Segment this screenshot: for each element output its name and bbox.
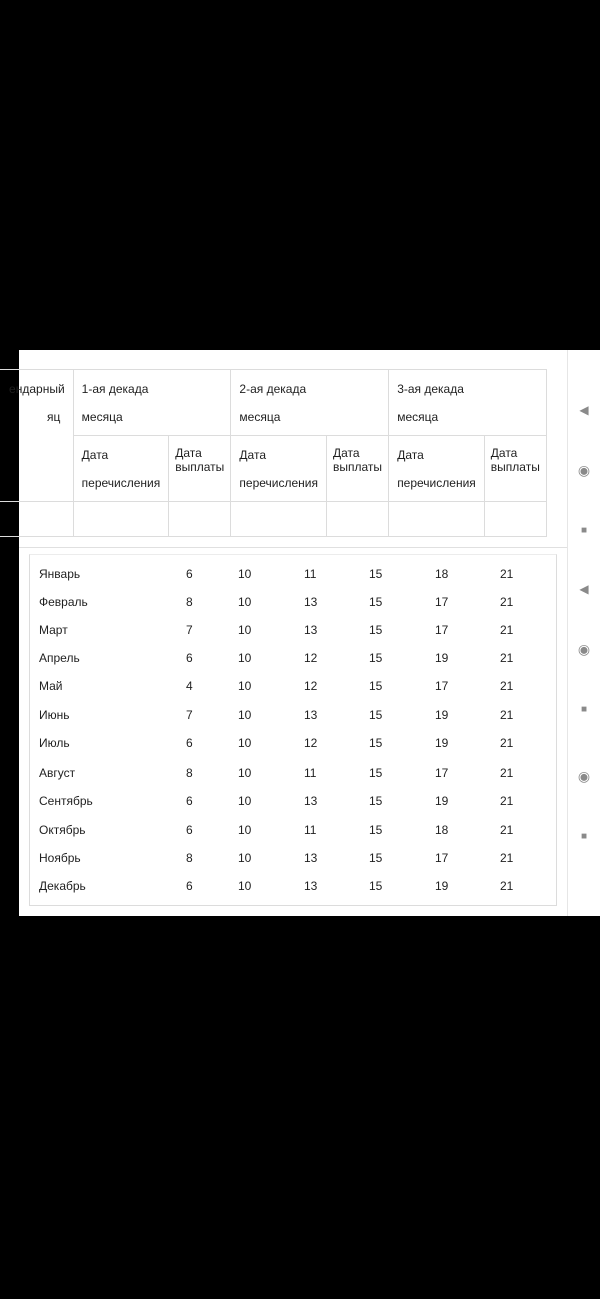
day-value: 10: [238, 708, 252, 722]
day-value: 21: [500, 679, 514, 693]
day-value: 15: [369, 567, 383, 581]
day-value: 21: [500, 567, 514, 581]
day-value: 15: [369, 623, 383, 637]
day-value: 21: [500, 651, 514, 665]
day-value: 6: [186, 736, 193, 750]
day-value: 18: [435, 567, 449, 581]
day-value: 10: [238, 794, 252, 808]
schedule-table-body: [29, 554, 557, 906]
month-name: Апрель: [39, 651, 80, 665]
day-value: 19: [435, 708, 449, 722]
day-value: 6: [186, 823, 193, 837]
recents-icon[interactable]: ■: [580, 525, 588, 536]
header-transfer-3: [389, 436, 485, 502]
day-value: 11: [304, 823, 317, 837]
back-icon[interactable]: ◀: [579, 403, 589, 417]
day-value: 8: [186, 851, 193, 865]
payment-label: Дата: [333, 446, 360, 460]
month-name: Ноябрь: [39, 851, 81, 865]
day-value: 17: [435, 679, 449, 693]
day-value: 19: [435, 651, 449, 665]
day-value: 21: [500, 766, 514, 780]
month-name: Сентябрь: [39, 794, 93, 808]
month-name: Август: [39, 766, 76, 780]
day-value: 18: [435, 823, 449, 837]
empty-cell: [327, 502, 389, 537]
day-value: 21: [500, 823, 514, 837]
back-icon[interactable]: ◀: [579, 582, 589, 596]
day-value: 13: [304, 595, 318, 609]
day-value: 10: [238, 679, 252, 693]
day-value: 15: [369, 708, 383, 722]
day-value: 13: [304, 623, 318, 637]
day-value: 8: [186, 595, 193, 609]
header-decade-2: [231, 370, 389, 436]
recents-icon[interactable]: ■: [580, 704, 588, 715]
header-transfer-1: [73, 436, 169, 502]
day-value: 21: [500, 794, 514, 808]
transfer-label-2: перечисления: [397, 476, 476, 490]
day-value: 10: [238, 766, 252, 780]
header-payment-2: [327, 436, 389, 502]
day-value: 10: [238, 623, 252, 637]
month-name: Январь: [39, 567, 81, 581]
payment-label-2: выплаты: [333, 460, 383, 474]
payment-label: Дата: [490, 446, 518, 460]
home-icon[interactable]: ◉: [577, 768, 591, 784]
day-value: 6: [186, 879, 193, 893]
day-value: 21: [500, 623, 514, 637]
header-table: [0, 369, 547, 537]
empty-cell: [231, 502, 327, 537]
day-value: 10: [238, 851, 252, 865]
empty-cell: [389, 502, 485, 537]
day-value: 15: [369, 651, 383, 665]
empty-cell: [73, 502, 169, 537]
decade-3-line2: месяца: [397, 410, 439, 424]
day-value: 19: [435, 736, 449, 750]
day-value: 10: [238, 823, 252, 837]
transfer-label: Дата: [239, 448, 266, 462]
header-payment-3: [484, 436, 546, 502]
day-value: 11: [304, 766, 317, 780]
day-value: 17: [435, 623, 449, 637]
header-month-line2: яц: [47, 410, 61, 424]
day-value: 13: [304, 708, 318, 722]
day-value: 13: [304, 879, 318, 893]
month-name: Март: [39, 623, 68, 637]
day-value: 15: [369, 823, 383, 837]
decade-3-line1: 3-ая декада: [397, 382, 464, 396]
day-value: 6: [186, 651, 193, 665]
header-decade-1: [73, 370, 231, 436]
payment-label-2: выплаты: [175, 460, 225, 474]
day-value: 17: [435, 766, 449, 780]
header-month-line1: ендарный: [9, 382, 65, 396]
day-value: 15: [369, 851, 383, 865]
day-value: 19: [435, 794, 449, 808]
day-value: 21: [500, 595, 514, 609]
transfer-label: Дата: [81, 448, 109, 462]
month-name: Октябрь: [39, 823, 86, 837]
day-value: 15: [369, 736, 383, 750]
payment-label: Дата: [175, 446, 202, 460]
day-value: 15: [369, 879, 383, 893]
month-name: Февраль: [39, 595, 88, 609]
day-value: 10: [238, 567, 252, 581]
transfer-label-2: перечисления: [81, 476, 161, 490]
day-value: 12: [304, 679, 318, 693]
day-value: 6: [186, 794, 193, 808]
day-value: 15: [369, 679, 383, 693]
decade-1-line1: 1-ая декада: [81, 382, 149, 396]
day-value: 10: [238, 879, 252, 893]
day-value: 12: [304, 736, 318, 750]
day-value: 19: [435, 879, 449, 893]
day-value: 15: [369, 794, 383, 808]
home-icon[interactable]: ◉: [577, 641, 591, 657]
day-value: 15: [369, 595, 383, 609]
empty-cell: [484, 502, 546, 537]
decade-2-line1: 2-ая декада: [239, 382, 307, 396]
panel-divider: [567, 350, 568, 916]
header-payment-1: [169, 436, 231, 502]
payment-label-2: выплаты: [490, 460, 540, 474]
decade-2-line2: месяца: [239, 410, 281, 424]
day-value: 12: [304, 651, 318, 665]
day-value: 11: [304, 567, 317, 581]
section-divider: [19, 547, 567, 548]
day-value: 8: [186, 766, 193, 780]
day-value: 17: [435, 595, 449, 609]
header-transfer-2: [231, 436, 327, 502]
decade-1-line2: месяца: [81, 410, 123, 424]
day-value: 7: [186, 708, 193, 722]
day-value: 10: [238, 651, 252, 665]
header-month: [0, 370, 73, 502]
month-name: Июль: [39, 736, 70, 750]
schedule-view[interactable]: [9, 350, 567, 916]
day-value: 21: [500, 879, 514, 893]
day-value: 13: [304, 851, 318, 865]
month-name: Декабрь: [39, 879, 86, 893]
day-value: 21: [500, 708, 514, 722]
day-value: 21: [500, 736, 514, 750]
day-value: 17: [435, 851, 449, 865]
day-value: 7: [186, 623, 193, 637]
day-value: 13: [304, 794, 318, 808]
month-name: Май: [39, 679, 63, 693]
day-value: 10: [238, 595, 252, 609]
home-icon[interactable]: ◉: [577, 462, 591, 478]
day-value: 4: [186, 679, 193, 693]
day-value: 10: [238, 736, 252, 750]
transfer-label-2: перечисления: [239, 476, 319, 490]
empty-cell: [0, 502, 73, 537]
day-value: 21: [500, 851, 514, 865]
day-value: 6: [186, 567, 193, 581]
month-name: Июнь: [39, 708, 70, 722]
recents-icon[interactable]: ■: [580, 831, 588, 842]
day-value: 15: [369, 766, 383, 780]
header-decade-3: [389, 370, 547, 436]
empty-cell: [169, 502, 231, 537]
transfer-label: Дата: [397, 448, 424, 462]
